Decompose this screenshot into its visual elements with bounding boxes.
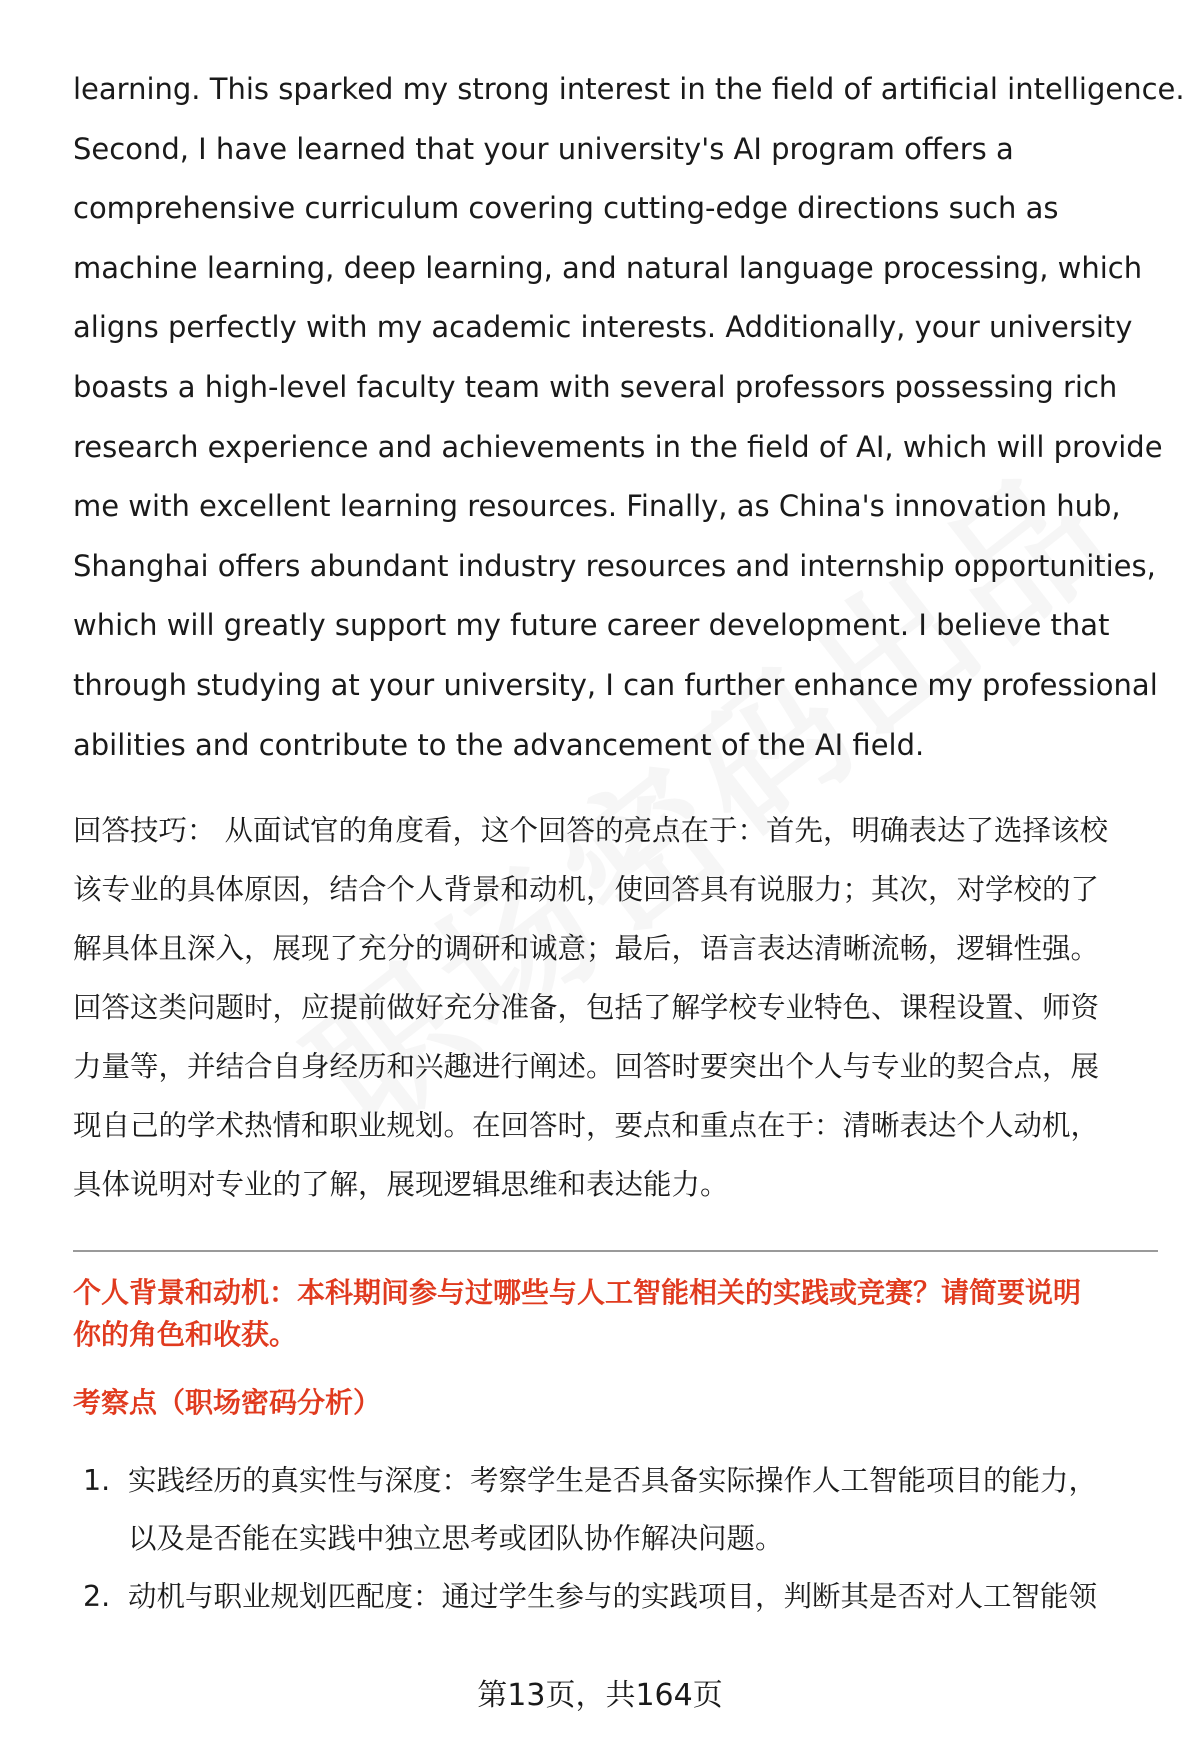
list-item-line: 以及是否能在实践中独立思考或团队协作解决问题。 [128, 1522, 784, 1556]
tips-line: 解具体且深入，展现了充分的调研和诚意；最后，语言表达清晰流畅，逻辑性强。 [73, 932, 1100, 966]
answer-line: me with excellent learning resources. Finally, as China's innovation hub, [73, 489, 1121, 524]
tips-line: 力量等，并结合自身经历和兴趣进行阐述。回答时要突出个人与专业的契合点，展 [73, 1050, 1100, 1084]
section-divider [73, 1250, 1158, 1252]
list-item-line: 动机与职业规划匹配度：通过学生参与的实践项目，判断其是否对人工智能领 [128, 1580, 1098, 1614]
assessment-points-list [73, 1452, 1158, 1626]
answer-line: Shanghai offers abundant industry resources and internship opportunities, [73, 548, 1156, 583]
tips-line: 现自己的学术热情和职业规划。在回答时，要点和重点在于：清晰表达个人动机， [73, 1109, 1100, 1143]
answer-line: Second, I have learned that your university's AI program offers a [73, 131, 1014, 166]
list-item-line: 实践经历的真实性与深度：考察学生是否具备实际操作人工智能项目的能力， [128, 1464, 1098, 1498]
question-heading [73, 1272, 1158, 1356]
tips-line: 该专业的具体原因，结合个人背景和动机，使回答具有说服力；其次，对学校的了 [73, 873, 1100, 907]
answer-line: research experience and achievements in the field of AI, which will provide [73, 429, 1163, 464]
answer-line: through studying at your university, I can further enhance my professional [73, 667, 1158, 702]
answer-line: abilities and contribute to the advancement of the AI field. [73, 727, 925, 762]
section-title: 考察点（职场密码分析） [73, 1386, 382, 1420]
page-number-footer: 第13页，共164页 [477, 1678, 723, 1713]
question-line: 你的角色和收获。 [73, 1318, 298, 1352]
list-item [73, 1452, 1158, 1568]
tips-line: 回答技巧： 从面试官的角度看，这个回答的亮点在于：首先，明确表达了选择该校 [73, 814, 1109, 848]
question-line: 个人背景和动机：本科期间参与过哪些与人工智能相关的实践或竞赛？请简要说明 [73, 1276, 1082, 1310]
page-content [73, 60, 1185, 1626]
answer-paragraph [73, 60, 1185, 775]
tips-line: 回答这类问题时，应提前做好充分准备，包括了解学校专业特色、课程设置、师资 [73, 991, 1100, 1025]
list-item-number: 1. [83, 1464, 111, 1498]
list-item-number: 2. [83, 1580, 111, 1614]
list-item [73, 1568, 1158, 1626]
tips-line: 具体说明对专业的了解，展现逻辑思维和表达能力。 [73, 1168, 729, 1202]
answer-tips [73, 801, 1158, 1214]
answer-line: boasts a high-level faculty team with several professors possessing rich [73, 369, 1118, 404]
answer-line: which will greatly support my future career development. I believe that [73, 608, 1110, 643]
answer-line: learning. This sparked my strong interest in the field of artificial intelligence. [73, 72, 1185, 106]
answer-line: machine learning, deep learning, and natural language processing, which [73, 250, 1143, 285]
answer-line: comprehensive curriculum covering cutting-edge directions such as [73, 191, 1059, 226]
answer-line: aligns perfectly with my academic interests. Additionally, your university [73, 310, 1133, 345]
